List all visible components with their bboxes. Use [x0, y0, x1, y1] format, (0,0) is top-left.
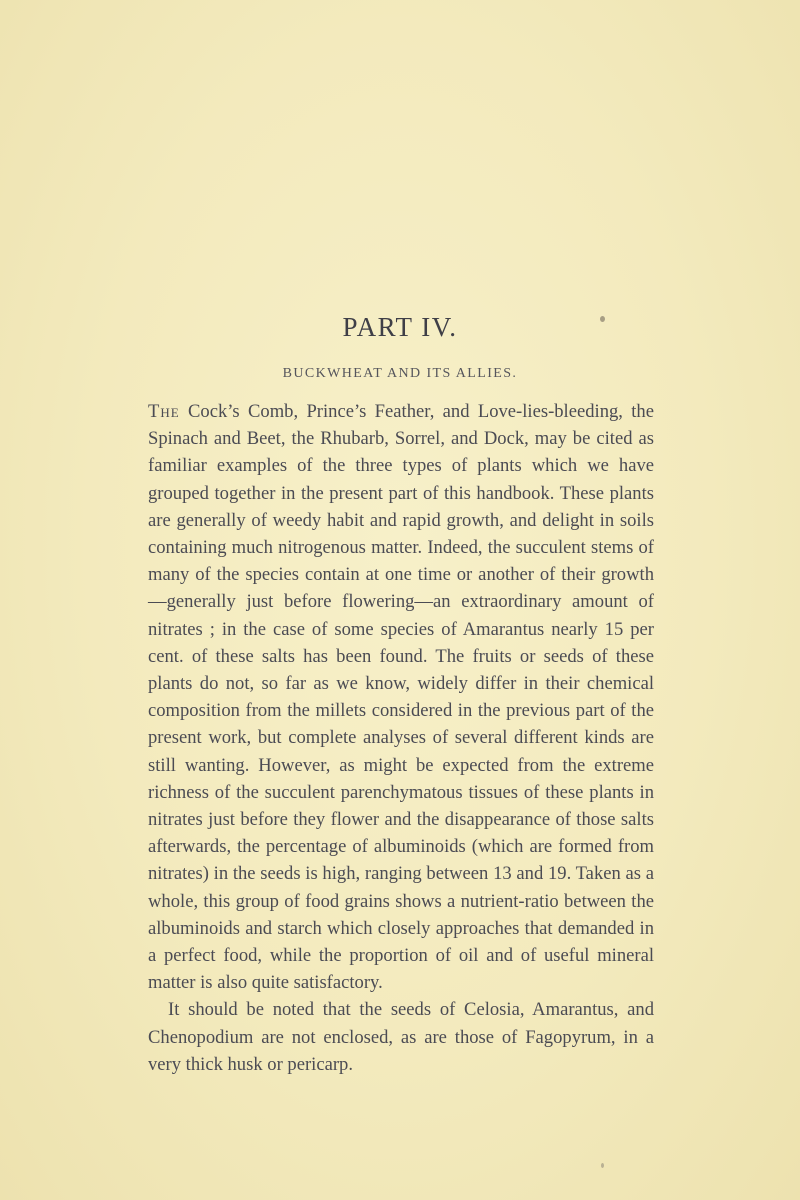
part-title: PART IV. — [342, 312, 458, 342]
paper-speck — [600, 316, 605, 322]
paragraph-1-text: Cock’s Comb, Prince’s Feather, and Love-lies-bleeding, the Spinach and Beet, the Rhubarb, Sorrel, and Dock, may be cited as familiar examples of the three types of plants which we have grouped together in the present part of this handbook. These plants are generally of weedy habit and rapid growth, and delight in soils containing much nitrogenous matter. Indeed, the succulent stems of many of the species contain at one time or another of their growth—generally just before flowering—an extraordinary amount of nitrates ; in the case of some species of Amarantus nearly 15 per cent. of these salts has been found. The fruits or seeds of these plants do not, so far as we know, widely differ in their chemical composition from the millets considered in the previous part of the present work, but complete analyses of several different kinds are still wanting. However, as might be expected from the extreme richness of the succulent parenchymatous tissues of these plants in nitrates just before they flower and the disappearance of those salts afterwards, the percentage of albuminoids (which are formed from nitrates) in the seeds is high, ranging between 13 and 19. Taken as a whole, this group of food grains shows a nutrient-ratio between the albuminoids and starch which closely approaches that demanded in a perfect food, while the proportion of oil and of useful mineral matter is also quite satisfactory. — [148, 401, 654, 994]
paragraph-1 — [148, 398, 654, 996]
paper-speck — [601, 1163, 604, 1168]
paragraph-2: It should be noted that the seeds of Celosia, Amarantus, and Chenopodium are not enclosed, as are those of Fagopyrum, in a very thick husk or pericarp. — [148, 999, 654, 1075]
chapter-subtitle: BUCKWHEAT AND ITS ALLIES. — [282, 366, 518, 381]
lead-word: The — [148, 401, 180, 422]
body-text — [148, 398, 654, 1078]
